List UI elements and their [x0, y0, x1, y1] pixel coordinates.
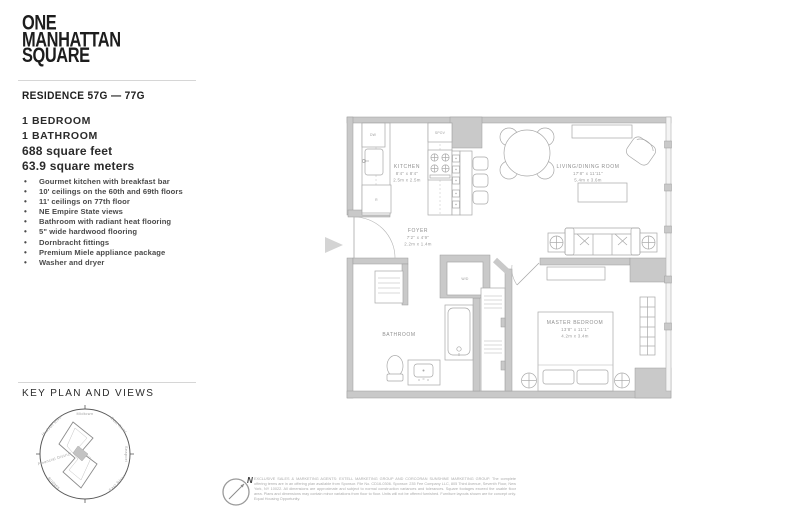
kitchen-label: KITCHEN [393, 164, 421, 170]
key-plan-diagram [15, 396, 165, 514]
bar-stools [473, 157, 488, 204]
feature-item: • Dornbracht fittings [24, 238, 214, 248]
dishwasher-label: DW [369, 133, 377, 137]
nightstand-left [522, 373, 537, 388]
kitchen-dim-imperial: 8'4" x 8'4" [395, 171, 419, 176]
living-dim-imperial: 17'8" x 11'11" [572, 171, 604, 176]
range [428, 150, 452, 180]
living-label: LIVING/DINING ROOM [556, 164, 620, 170]
view-label-se: East River [108, 474, 127, 493]
bedroom-count: 1 BEDROOM [22, 115, 91, 127]
bedroom-label: MASTER BEDROOM [546, 320, 604, 326]
nightstand-right [615, 373, 630, 388]
view-label-sw: Bridges [46, 476, 61, 491]
key-plan-title: KEY PLAN AND VIEWS [22, 388, 155, 399]
feature-item: • Gourmet kitchen with breakfast bar [24, 177, 214, 187]
logo-line-1: ONE [22, 11, 57, 35]
sofa [565, 228, 640, 255]
legal-disclaimer: EXCLUSIVE SALES & MARKETING AGENTS: EXTELL MARKETING GROUP AND CORCORAN SUNSHINE MARKETING GROUP. The complete offering terms are in an offering plan available from Sponsor. File No. CD16-0306. Sponsor: 235 Fee Company LLC, 805 Third Avenue, Seventh Floor, New York, NY 10022. All dimensions are approximate and subject to normal construction variances and tolerances. Square footages exceed the usable floor area. Plans and dimensions may contain minor variations from floor to floor. Units will not be offered furnished. Furniture layouts shown are for concept only. Equal Housing Opportunity. [254, 477, 516, 502]
view-label-ne: East River [109, 416, 128, 435]
feature-list [24, 177, 214, 268]
entry-closet [375, 271, 403, 303]
logo-line-2: MANHATTAN [22, 28, 121, 52]
bedroom-door [512, 263, 539, 285]
vanity-sink [408, 360, 440, 385]
living-dim-metric: 5.4m x 3.6m [574, 177, 602, 183]
refrigerator-label: R [375, 198, 378, 202]
bathroom [382, 305, 473, 385]
logo-line-3: SQUARE [22, 44, 90, 68]
chest-of-drawers [640, 297, 655, 355]
armchair [624, 134, 658, 167]
feature-item: • Washer and dryer [24, 258, 214, 268]
bedroom-dim-metric: 4.2m x 3.4m [561, 333, 589, 339]
entry-arrow [325, 237, 343, 253]
feature-item: • NE Empire State views [24, 207, 214, 217]
area-sqft: 688 square feet [22, 144, 113, 158]
master-closet [481, 288, 505, 391]
kitchen-dim-metric: 2.5m x 2.5m [393, 177, 421, 183]
feature-item: • 10' ceilings on the 60th and 69th floors [24, 187, 214, 197]
speed-oven-label: SPOV [434, 131, 446, 135]
residence-title: RESIDENCE 57G — 77G [22, 90, 145, 102]
bedroom-console [547, 267, 605, 280]
area-sqm: 63.9 square meters [22, 159, 135, 173]
dining-table [500, 128, 554, 179]
feature-item: • Bathroom with radiant heat flooring [24, 217, 214, 227]
view-label-n: Midtown [76, 412, 94, 416]
divider-top [18, 80, 196, 81]
bathroom-count: 1 BATHROOM [22, 129, 98, 142]
credenza [572, 125, 632, 138]
compass [220, 472, 258, 510]
bedroom-dim-imperial: 13'8" x 11'1" [561, 327, 589, 332]
breakfast-bar [452, 151, 472, 215]
view-label-w: Financial District [37, 451, 72, 467]
foyer-dim-imperial: 7'2" x 4'9" [406, 235, 430, 240]
sofa-end-table-left [548, 233, 565, 252]
coffee-table [578, 183, 627, 202]
floor-plan [315, 93, 705, 423]
bathroom-label: BATHROOM [382, 332, 416, 338]
foyer-label: FOYER [407, 228, 429, 234]
window-wall [666, 117, 671, 391]
washer-dryer-label: W/D [461, 277, 469, 281]
view-label-nw: Hudson River [41, 414, 64, 437]
compass-north-label: N [247, 476, 253, 485]
feature-item: • Premium Miele appliance package [24, 248, 214, 258]
foyer-dim-metric: 2.2m x 1.4m [404, 241, 432, 247]
brand-logo [22, 11, 121, 68]
living-dining-room [500, 125, 658, 255]
kitchen-sink [362, 149, 383, 175]
entry-door [354, 217, 395, 258]
bathtub [445, 305, 473, 360]
unit-configuration [22, 114, 98, 143]
unit-area [22, 144, 134, 174]
feature-item: • 11' ceilings on 77th floor [24, 197, 214, 207]
sofa-end-table-right [640, 233, 657, 252]
view-label-e: Seaport [124, 445, 128, 463]
toilet [387, 356, 403, 382]
feature-item: • 5" wide hardwood flooring [24, 227, 214, 237]
divider-bottom [18, 382, 196, 383]
